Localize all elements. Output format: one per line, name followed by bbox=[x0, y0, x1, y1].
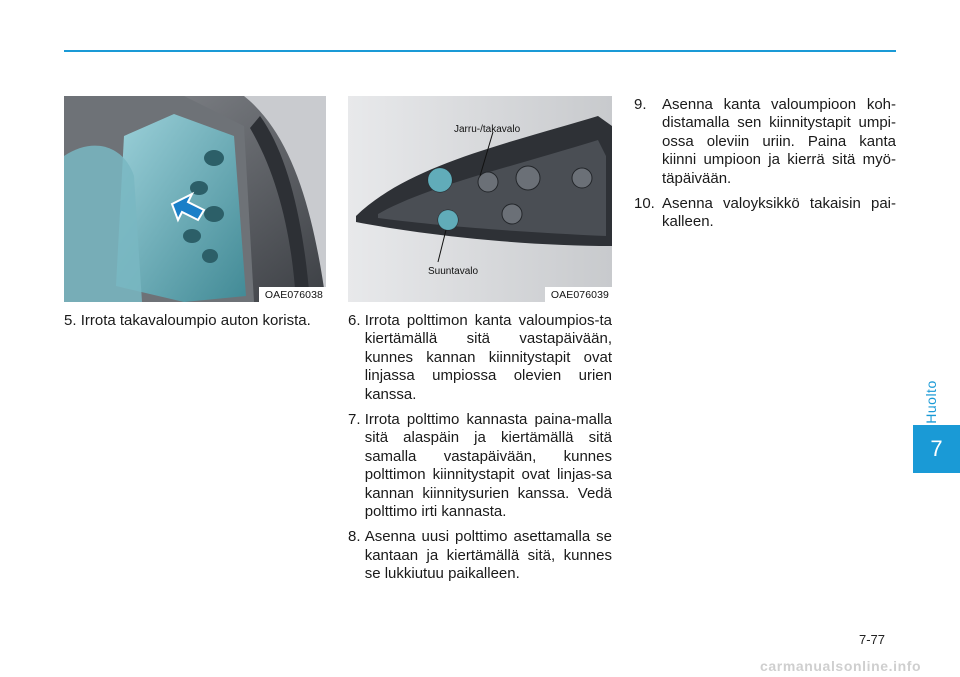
figure-rear-lamp-removal bbox=[64, 96, 326, 302]
step-text: Irrota takavaloumpio auton korista. bbox=[80, 312, 311, 329]
figure-code: OAE076038 bbox=[259, 287, 326, 302]
figure-bulb-locations bbox=[348, 96, 612, 302]
top-rule bbox=[64, 50, 896, 52]
step-number: 7. bbox=[348, 411, 365, 429]
illustration-car-body bbox=[64, 96, 326, 302]
watermark-text: carmanualsonline.info bbox=[760, 658, 922, 674]
chapter-tab: 7 bbox=[913, 425, 960, 473]
step-8 bbox=[348, 528, 612, 583]
section-tab-label: Huolto bbox=[923, 380, 939, 424]
step-number: 10. bbox=[634, 195, 660, 213]
figure-code: OAE076039 bbox=[545, 287, 612, 302]
step-10 bbox=[634, 195, 896, 232]
step-5 bbox=[64, 312, 328, 330]
step-text: Irrota polttimon kanta valoumpios-ta kiertämällä sitä vastapäivään, kunnes kannan kiinnitystapit ovat linjassa umpiossa olevien urien kanssa. bbox=[364, 312, 612, 403]
step-6 bbox=[348, 312, 612, 404]
step-text: Asenna kanta valoumpioon koh-distamalla sen kiinnitystapit umpi-ossa oleviin uriin. Paina kanta kiinni umpioon ja kierrä sitä myö-täpäivään. bbox=[662, 96, 896, 187]
step-text: Irrota polttimo kannasta paina-malla sitä alaspäin ja kiertämällä sitä samalla vastapäivään, kunnes polttimon kiinnitystapit ovat linjas-sa kannan kiinnitysurien kanssa. Vedä polttimo irti kannasta. bbox=[364, 411, 612, 521]
illustration-lamp-housing bbox=[348, 96, 612, 302]
step-text: Asenna uusi polttimo asettamalla se kantaan ja kiertämällä sitä, kunnes se lukkiutuu paikalleen. bbox=[364, 528, 612, 583]
callout-brake-tail-light: Jarru-/takavalo bbox=[454, 124, 521, 135]
step-7 bbox=[348, 411, 612, 521]
step-9 bbox=[634, 96, 896, 188]
text-column-3 bbox=[634, 96, 896, 239]
text-column-1 bbox=[64, 312, 328, 337]
step-text: Asenna valoyksikkö takaisin pai-kalleen. bbox=[662, 195, 896, 231]
step-number: 8. bbox=[348, 528, 365, 546]
step-number: 6. bbox=[348, 312, 365, 329]
page-number: 7-77 bbox=[859, 632, 886, 647]
step-number: 5. bbox=[64, 312, 81, 329]
step-number: 9. bbox=[634, 96, 651, 113]
text-column-2 bbox=[348, 312, 612, 591]
callout-turn-signal: Suuntavalo bbox=[428, 266, 479, 277]
